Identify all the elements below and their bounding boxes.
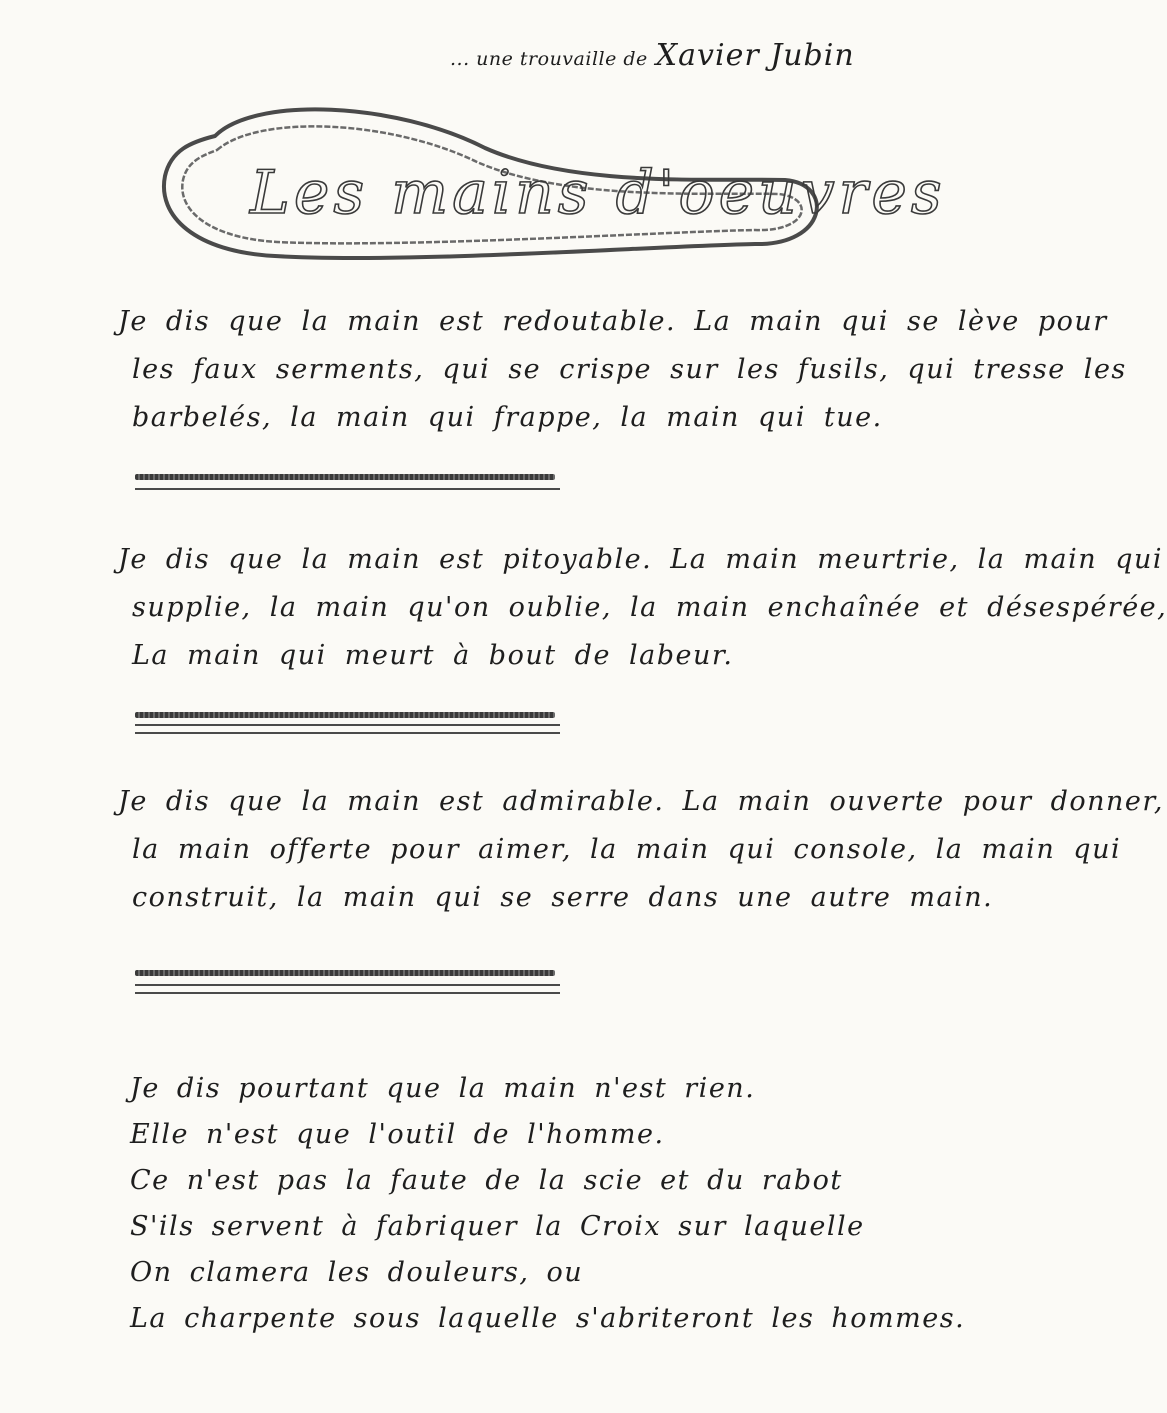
paragraph-2 (118, 536, 1167, 680)
author-credit (450, 38, 855, 73)
paragraph-line: Je dis que la main est pitoyable. La main meurtrie, la main qui (118, 544, 1164, 575)
separator-2 (135, 712, 565, 742)
separator-3 (135, 970, 565, 1000)
paragraph-line: les faux serments, qui se crispe sur les fusils, qui tresse les (132, 354, 1127, 385)
final-stanza (130, 1066, 966, 1342)
stanza-line: Je dis pourtant que la main n'est rien. (130, 1073, 756, 1104)
separator-thick-rule (135, 474, 555, 480)
paragraph-line: barbelés, la main qui frappe, la main qui tue. (132, 402, 883, 433)
stanza-line: La charpente sous laquelle s'abriteront les hommes. (130, 1303, 966, 1334)
separator-thin-rule (135, 984, 560, 986)
separator-thin-rule (135, 724, 560, 726)
page-title: Les mains d'oeuvres (250, 158, 946, 228)
paragraph-line: Je dis que la main est redoutable. La main qui se lève pour (118, 306, 1108, 337)
paragraph-1 (118, 298, 1127, 442)
paragraph-line: Je dis que la main est admirable. La main ouverte pour donner, (118, 786, 1164, 817)
stanza-line: Ce n'est pas la faute de la scie et du rabot (130, 1165, 843, 1196)
credit-prefix: ... une trouvaille de (450, 48, 648, 70)
separator-thin-rule (135, 488, 560, 490)
title-cartouche (155, 96, 946, 276)
separator-thin-rule (135, 992, 560, 994)
separator-thin-rule (135, 732, 560, 734)
paragraph-line: la main offerte pour aimer, la main qui console, la main qui (132, 834, 1122, 865)
paragraph-line: construit, la main qui se serre dans une autre main. (132, 882, 994, 913)
paragraph-3 (118, 778, 1164, 922)
separator-1 (135, 474, 565, 504)
paragraph-line: supplie, la main qu'on oublie, la main enchaînée et désespérée, (132, 592, 1167, 623)
separator-thick-rule (135, 712, 555, 718)
stanza-line: On clamera les douleurs, ou (130, 1257, 584, 1288)
stanza-line: Elle n'est que l'outil de l'homme. (130, 1119, 665, 1150)
stanza-line: S'ils servent à fabriquer la Croix sur laquelle (130, 1211, 865, 1242)
paragraph-line: La main qui meurt à bout de labeur. (132, 640, 734, 671)
credit-author: Xavier Jubin (655, 38, 855, 73)
separator-thick-rule (135, 970, 555, 976)
